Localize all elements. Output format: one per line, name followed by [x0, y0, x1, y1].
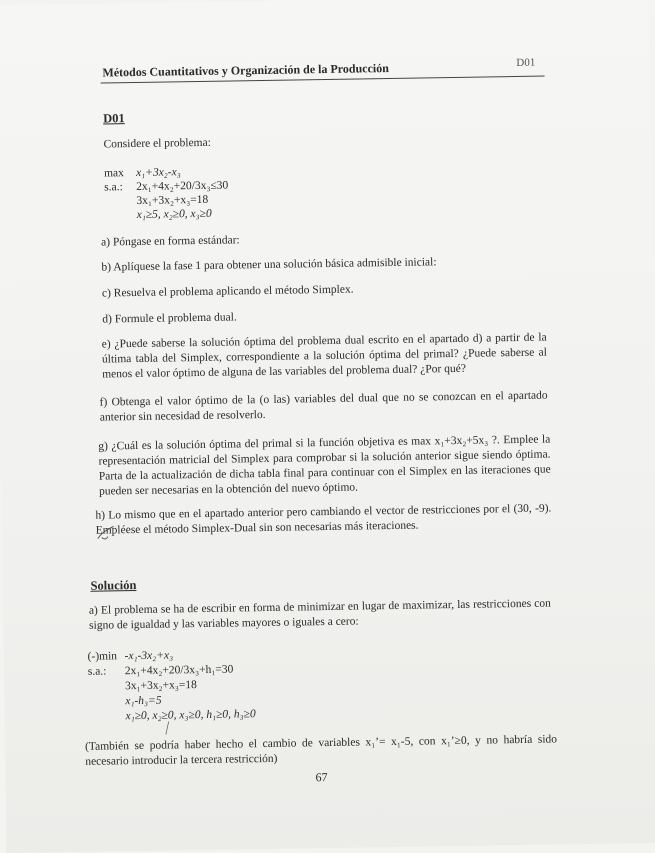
- header-title: Métodos Cuantitativos y Organización de la Producción: [102, 60, 389, 80]
- constraint-3: x₁≥5, x₂≥0, x₃≥0: [136, 207, 212, 221]
- solution-st-label: s.a.:: [87, 665, 107, 678]
- problem-heading: D01: [103, 111, 125, 126]
- problem-intro: Considere el problema:: [103, 136, 211, 151]
- item-c: c) Resuelva el problema aplicando el método Simplex.: [101, 283, 354, 300]
- item-d: d) Formule el problema dual.: [102, 311, 237, 326]
- solution-intro: a) El problema se ha de escribir en forma de minimizar en lugar de maximizar, las restricciones con signo de igualdad y las variables mayores o iguales a cero:: [88, 597, 551, 632]
- constraint-2: 3x₁+3x₂+x₃=18: [136, 193, 209, 207]
- item-b: b) Aplíquese la fase 1 para obtener una solución básica admisible inicial:: [101, 256, 437, 274]
- objective-function: x₁+3x₂-x₃: [135, 166, 181, 179]
- st-label: s.a.:: [104, 181, 123, 194]
- solution-constraint-4: x₁≥0, x₂≥0, x₃≥0, h₁≥0, h₃≥0: [125, 708, 256, 723]
- solution-constraint-1: 2x₁+4x₂+20/3x₃+h₁=30: [124, 663, 234, 678]
- min-label: (-)min: [87, 650, 118, 663]
- solution-objective: -x₁-3x₂+x₃: [124, 649, 174, 663]
- pen-tick-icon: [163, 720, 173, 736]
- pen-mark-icon: [96, 523, 118, 541]
- solution-constraint-2: 3x₁+3x₂+x₃=18: [124, 679, 197, 693]
- solution-note: (También se podría haber hecho el cambio de variables x₁’= x₁-5, con x₁’≥0, y no habría sido necesario introducir la tercera restricción): [84, 733, 558, 768]
- item-g: g) ¿Cuál es la solución óptima del primal si la función objetiva es max x₁+3x₂+5x₃ ?. Emplee la representación matricial del Simplex para comprobar si la solución anterior sigue siendo óptima. Parta de la actualización de dicha tabla final para continuar con el Simplex en las iteraciones que pueden ser necesarias en la obtención del nuevo óptimo.: [98, 433, 551, 498]
- solution-heading: Solución: [90, 578, 137, 593]
- item-h: h) Lo mismo que en el apartado anterior pero cambiando el vector de restricciones por el (30, -9). Empléese el método Simplex-Dual sin son necesarias más iteraciones.: [95, 502, 552, 537]
- header-code: D01: [516, 56, 536, 69]
- item-e: e) ¿Puede saberse la solución óptima del problema dual escrito en el apartado d) a partir de la última tabla del Simplex, correspondiente a la solución óptima del primal? ¿Puede saberse al menos el valor óptimo de alguna de las variables del problema dual? ¿Por qué?: [101, 331, 547, 381]
- max-label: max: [103, 167, 124, 180]
- constraint-1: 2x₁+4x₂+20/3x₃≤30: [136, 179, 229, 193]
- page-number: 67: [315, 770, 328, 785]
- item-a: a) Póngase en forma estándar:: [101, 234, 240, 249]
- item-f: f) Obtenga el valor óptimo de la (o las) variables del dual que no se conozcan en el apartado anterior sin necesidad de resolverlo.: [99, 389, 548, 424]
- solution-constraint-3: x₁-h₃=5: [125, 694, 162, 708]
